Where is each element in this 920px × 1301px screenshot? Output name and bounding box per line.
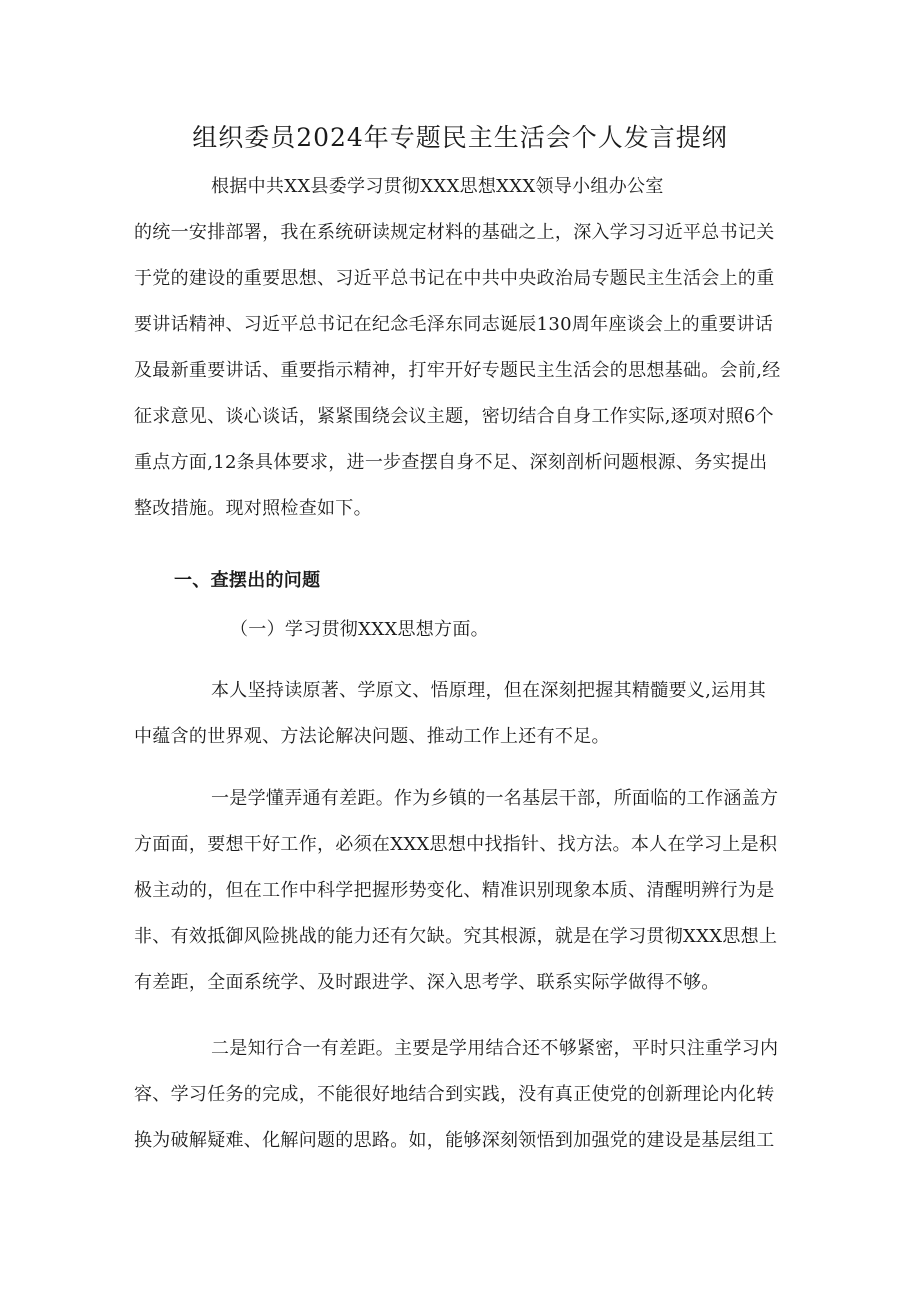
para1-line-1: 本人坚持读原著、学原文、悟原理，但在深刻把握其精髓要义,运用其: [211, 680, 767, 701]
intro-line-7: 重点方面,12条具体要求，进一步查摆自身不足、深刻剖析问题根源、务实提出: [134, 452, 768, 473]
para2-line-3: 极主动的，但在工作中科学把握形势变化、精准识别现象本质、清醒明辨行为是: [134, 880, 775, 901]
intro-line-2: 的统一安排部署，我在系统研读规定材料的基础之上，深入学习习近平总书记关: [134, 222, 775, 243]
document-title: 组织委员2024年专题民主生活会个人发言提纲: [192, 123, 728, 152]
para3-line-2: 容、学习任务的完成，不能很好地结合到实践，没有真正使党的创新理论内化转: [134, 1084, 775, 1105]
para1-line-2: 中蕴含的世界观、方法论解决问题、推动工作上还有不足。: [134, 726, 610, 747]
intro-line-3: 于党的建设的重要思想、习近平总书记在中共中央政治局专题民主生活会上的重: [134, 268, 775, 289]
section-heading-problems: 一、查摆出的问题: [174, 570, 321, 591]
para3-line-1: 二是知行合一有差距。主要是学用结合还不够紧密，平时只注重学习内: [211, 1038, 779, 1059]
intro-line-6: 征求意见、谈心谈话，紧紧围绕会议主题，密切结合自身工作实际,逐项对照6个: [134, 406, 774, 427]
intro-line-8: 整改措施。现对照检查如下。: [134, 498, 372, 519]
para2-line-4: 非、有效抵御风险挑战的能力还有欠缺。究其根源，就是在学习贯彻XXX思想上: [134, 926, 778, 947]
intro-line-1: 根据中共XX县委学习贯彻XXX思想XXX领导小组办公室: [211, 176, 664, 197]
para2-line-2: 方面面，要想干好工作，必须在XXX思想中找指针、找方法。本人在学习上是积: [134, 834, 778, 855]
para2-line-5: 有差距，全面系统学、及时跟进学、深入思考学、联系实际学做得不够。: [134, 972, 720, 993]
subsection-heading-1: （一）学习贯彻XXX思想方面。: [230, 619, 489, 640]
para3-line-3: 换为破解疑难、化解问题的思路。如，能够深刻领悟到加强党的建设是基层组工: [134, 1130, 775, 1151]
intro-line-5: 及最新重要讲话、重要指示精神，打牢开好专题民主生活会的思想基础。会前,经: [134, 360, 781, 381]
intro-line-4: 要讲话精神、习近平总书记在纪念毛泽东同志诞辰130周年座谈会上的重要讲话: [134, 314, 774, 335]
para2-line-1: 一是学懂弄通有差距。作为乡镇的一名基层干部，所面临的工作涵盖方: [211, 788, 779, 809]
